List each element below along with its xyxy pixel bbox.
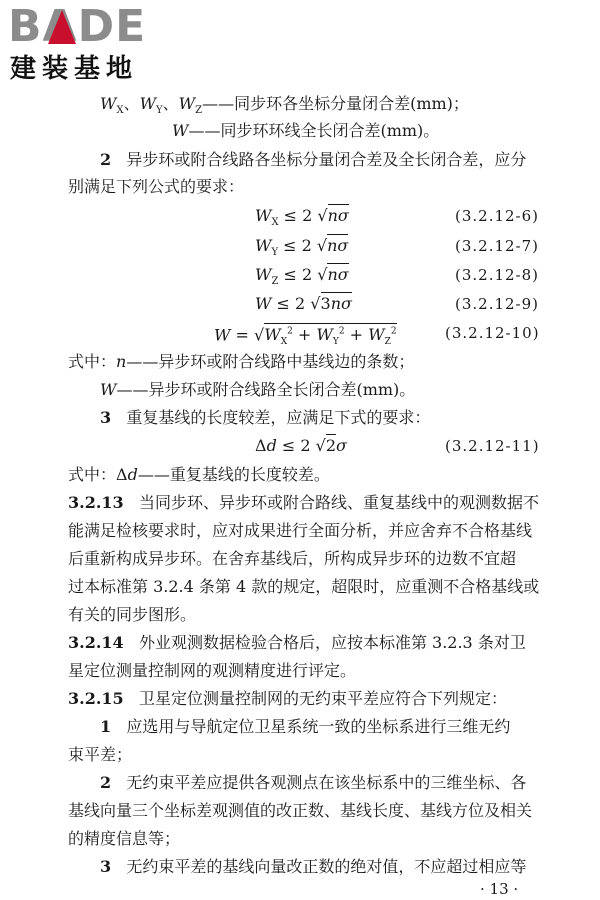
section-3-2-15-item1-cont: 束平差； — [68, 745, 133, 764]
equation-7: $W_Y \le 2$ √nσ — [255, 236, 349, 259]
equation-6: $W_X \le 2$ √nσ — [255, 206, 349, 229]
equation-8: $W_Z \le 2$ √nσ — [255, 265, 349, 288]
logo-word: BADE — [8, 1, 147, 52]
section-3-2-15-item2-line2: 基线向量三个坐标差观测值的改正数、基线长度、基线方位及相关 — [68, 801, 533, 820]
section-3-2-13-line2: 能满足检核要求时，应对成果进行全面分析，并应舍弃不合格基线 — [68, 521, 533, 540]
logo-chinese: 建装基地 — [10, 54, 139, 84]
page-number: · 13 · — [480, 880, 519, 898]
item-3: 3 重复基线的长度较差，应满足下式的要求： — [100, 408, 431, 427]
logo — [8, 1, 178, 84]
definition-line-wxyz: $W_X$、$W_Y$、$W_Z——$同步环各坐标分量闭合差(mm)； — [100, 94, 469, 117]
section-3-2-15-item2: 2 无约束平差应提供各观测点在该坐标系中的三维坐标、各 — [100, 773, 527, 792]
equation-10: $W = √W_X^2 + W_Y^2 + W_Z^2$ — [214, 325, 397, 348]
equation-9-label: (3.2.12-9) — [455, 295, 540, 313]
logo-triangle-icon — [48, 10, 76, 44]
section-3-2-13: 3.2.13 当同步环、异步环或附合路线、重复基线中的观测数据不 — [68, 493, 539, 512]
equation-7-label: (3.2.12-7) — [455, 237, 540, 255]
equation-8-label: (3.2.12-8) — [455, 266, 540, 284]
equation-11: Δd ≤ 2 √2σ — [255, 436, 347, 455]
section-3-2-15: 3.2.15 卫星定位测量控制网的无约束平差应符合下列规定： — [68, 689, 507, 708]
section-3-2-15-item1: 1 应选用与导航定位卫星系统一致的坐标系进行三维无约 — [100, 717, 511, 736]
where-n: 式中：n——异步环或附合线路中基线边的条数； — [68, 352, 415, 371]
equation-10-label: (3.2.12-10) — [445, 324, 540, 342]
where-d: 式中：Δd——重复基线的长度较差。 — [68, 465, 330, 484]
item-2: 2 异步环或附合线路各坐标分量闭合差及全长闭合差，应分 — [100, 150, 527, 169]
definition-line-w: W——同步环环线全长闭合差(mm)。 — [172, 121, 440, 140]
section-3-2-13-line4: 过本标准第 3.2.4 条第 4 款的规定，超限时，应重测不合格基线或 — [68, 577, 540, 596]
section-3-2-13-line3: 后重新构成异步环。在舍弃基线后，所构成异步环的边数不宜超 — [68, 549, 517, 568]
section-3-2-13-line5: 有关的同步图形。 — [68, 605, 197, 624]
section-3-2-15-item3: 3 无约束平差的基线向量改正数的绝对值，不应超过相应等 — [100, 857, 527, 876]
equation-6-label: (3.2.12-6) — [455, 207, 540, 225]
section-3-2-14-line2: 星定位测量控制网的观测精度进行评定。 — [68, 661, 357, 680]
equation-9: W ≤ 2 √3nσ — [255, 294, 352, 313]
item-2-cont: 别满足下列公式的要求： — [68, 177, 245, 196]
equation-11-label: (3.2.12-11) — [445, 437, 540, 455]
where-w: W——异步环或附合线路全长闭合差(mm)。 — [100, 380, 416, 399]
section-3-2-15-item2-line3: 的精度信息等； — [68, 829, 181, 848]
section-3-2-14: 3.2.14 外业观测数据检验合格后，应按本标准第 3.2.3 条对卫 — [68, 633, 526, 652]
